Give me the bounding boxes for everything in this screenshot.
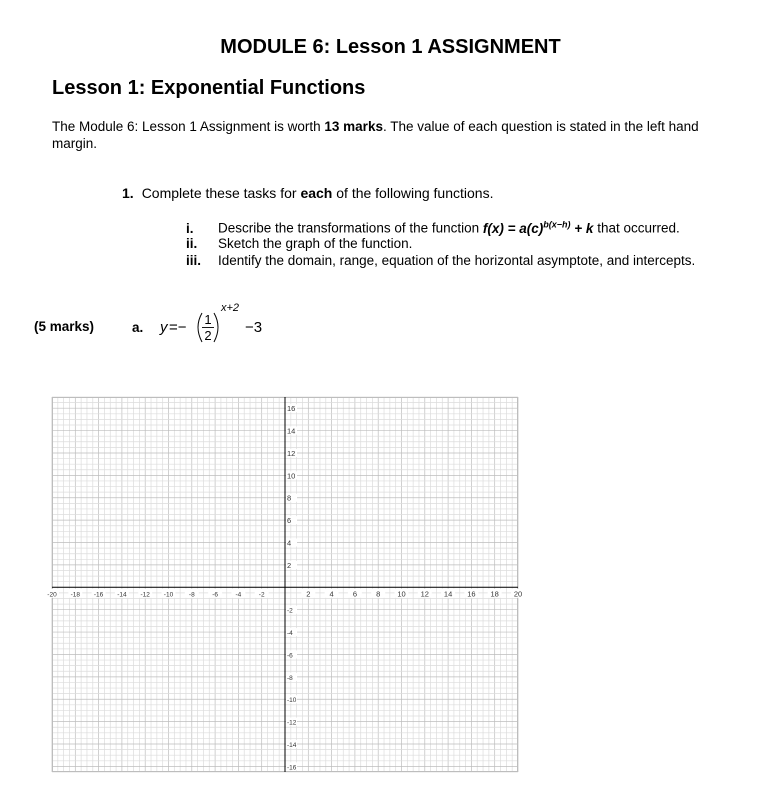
task-ii — [186, 236, 412, 251]
formula-base: f(x) = a(c) — [482, 220, 544, 236]
y-tick-label: 16 — [287, 404, 296, 414]
equation-a — [158, 300, 298, 350]
y-tick-label: -10 — [287, 697, 297, 705]
x-tick-label: 16 — [467, 589, 476, 599]
x-tick-label: -14 — [117, 591, 127, 599]
y-tick-label: 10 — [287, 471, 296, 481]
x-tick-label: 10 — [397, 589, 406, 599]
question-bold: each — [300, 185, 333, 201]
page-title: MODULE 6: Lesson 1 ASSIGNMENT — [220, 36, 561, 58]
intro-text-start: The Module 6: Lesson 1 Assignment is worth — [52, 119, 325, 134]
y-tick-label: 2 — [287, 560, 292, 570]
x-tick-label: 12 — [420, 589, 429, 599]
left-paren — [198, 313, 202, 342]
task-numeral: ii. — [186, 236, 198, 251]
x-tick-label: 4 — [329, 589, 334, 599]
x-tick-label: -12 — [140, 591, 150, 599]
task-i — [186, 219, 680, 236]
y-tick-label: -6 — [287, 652, 293, 660]
x-tick-label: -18 — [70, 591, 81, 599]
y-tick-label: 14 — [287, 426, 296, 436]
marks-label: (5 marks) — [34, 319, 95, 334]
x-tick-label: 8 — [376, 589, 381, 599]
x-tick-label: -8 — [188, 591, 195, 599]
x-tick-label: 14 — [443, 589, 453, 599]
task-text-end: that occurred. — [593, 220, 680, 236]
y-tick-label: -4 — [287, 630, 293, 638]
y-tick-label: -12 — [287, 719, 297, 727]
formula-tail: + k — [570, 220, 594, 236]
x-tick-label: -20 — [47, 591, 57, 599]
x-tick-label: 6 — [352, 589, 357, 599]
x-tick-label: 20 — [513, 589, 523, 599]
y-tick-label: 6 — [287, 516, 292, 526]
x-tick-label: -10 — [163, 591, 174, 599]
question-number: 1. — [122, 185, 134, 201]
task-iii — [186, 253, 695, 268]
frac-denominator: 2 — [204, 328, 212, 343]
task-formula — [483, 221, 594, 236]
y-tick-label: 8 — [287, 493, 292, 503]
question-1 — [122, 185, 493, 201]
eq-constant: −3 — [245, 319, 263, 336]
question-suffix: of the following functions. — [332, 185, 494, 201]
task-text: Identify the domain, range, equation of the horizontal asymptote, and intercepts. — [218, 253, 696, 268]
formula-exponent: b(x−h) — [543, 219, 571, 229]
task-text: Describe the transformations of the function — [218, 220, 483, 236]
task-numeral: iii. — [186, 253, 202, 268]
x-tick-label: -4 — [235, 591, 242, 599]
eq-sign: =− — [169, 319, 187, 336]
y-tick-label: 12 — [287, 448, 296, 458]
lesson-title: Lesson 1: Exponential Functions — [52, 77, 366, 99]
eq-exponent: x+2 — [221, 302, 240, 314]
x-tick-label: -2 — [258, 591, 265, 599]
x-tick-label: -16 — [93, 591, 104, 599]
frac-numerator: 1 — [204, 312, 212, 327]
question-prefix: Complete these tasks for — [141, 185, 301, 201]
x-tick-label: -6 — [212, 591, 218, 599]
right-paren — [214, 313, 218, 342]
intro-text-end: . The value of each question is stated in the left hand margin. — [52, 119, 699, 151]
coordinate-grid[interactable] — [47, 397, 523, 772]
intro-paragraph — [52, 118, 732, 152]
intro-marks: 13 marks — [324, 119, 383, 134]
task-text: Sketch the graph of the function. — [218, 236, 413, 251]
y-tick-label: -8 — [287, 674, 293, 682]
y-tick-label: -14 — [287, 742, 297, 750]
part-a-label: a. — [132, 320, 144, 335]
x-tick-label: 2 — [306, 589, 311, 599]
task-numeral: i. — [186, 220, 194, 236]
y-tick-label: -2 — [287, 607, 293, 615]
y-tick-label: -16 — [287, 764, 297, 772]
x-tick-label: 18 — [490, 589, 499, 599]
y-tick-label: 4 — [287, 538, 292, 548]
eq-lhs: y — [160, 319, 168, 336]
